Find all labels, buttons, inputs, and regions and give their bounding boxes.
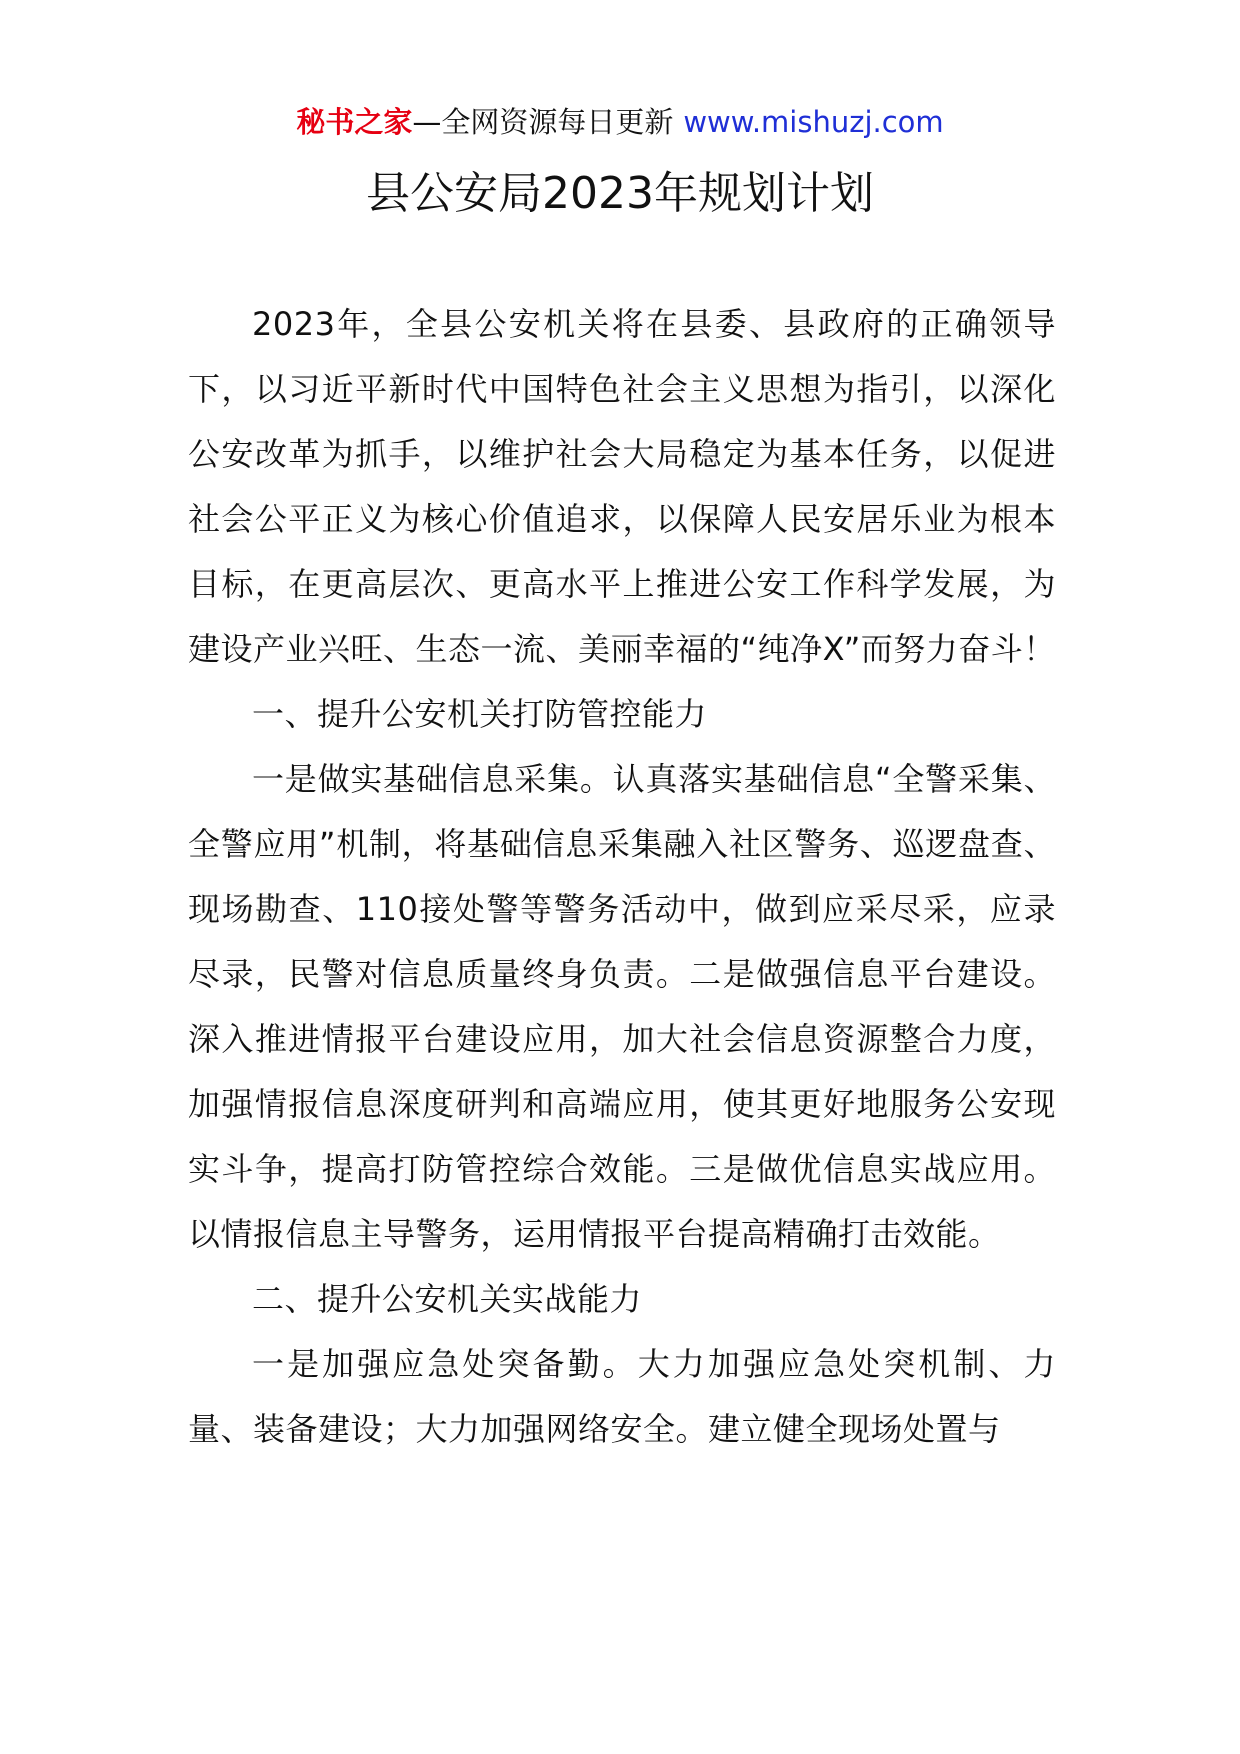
document-body bbox=[188, 292, 1056, 1462]
section-heading-1: 一、提升公安机关打防管控能力 bbox=[252, 695, 708, 733]
site-url-link[interactable]: www.mishuzj.com bbox=[683, 105, 944, 139]
section-heading-2: 二、提升公安机关实战能力 bbox=[252, 1280, 643, 1318]
section-2-paragraph: 一是加强应急处突备勤。大力加强应急处突机制、力量、装备建设；大力加强网络安全。建立健全现场处置与 bbox=[188, 1345, 1056, 1448]
watermark-header bbox=[0, 100, 1240, 144]
brand-slogan: —全网资源每日更新 bbox=[412, 105, 674, 139]
section-1-paragraph: 一是做实基础信息采集。认真落实基础信息“全警采集、全警应用”机制，将基础信息采集融入社区警务、巡逻盘查、现场勘查、110接处警等警务活动中，做到应采尽采，应录尽录，民警对信息质量终身负责。二是做强信息平台建设。深入推进情报平台建设应用，加大社会信息资源整合力度，加强情报信息深度研判和高端应用，使其更好地服务公安现实斗争，提高打防管控综合效能。三是做优信息实战应用。以情报信息主导警务，运用情报平台提高精确打击效能。 bbox=[188, 760, 1056, 1253]
intro-paragraph: 2023年，全县公安机关将在县委、县政府的正确领导下，以习近平新时代中国特色社会主义思想为指引，以深化公安改革为抓手，以维护社会大局稳定为基本任务，以促进社会公平正义为核心价值追求，以保障人民安居乐业为根本目标，在更高层次、更高水平上推进公安工作科学发展，为建设产业兴旺、生态一流、美丽幸福的“纯净X”而努力奋斗！ bbox=[188, 305, 1056, 668]
document-title: 县公安局2023年规划计划 bbox=[366, 168, 874, 219]
brand-name: 秘书之家 bbox=[296, 105, 413, 139]
